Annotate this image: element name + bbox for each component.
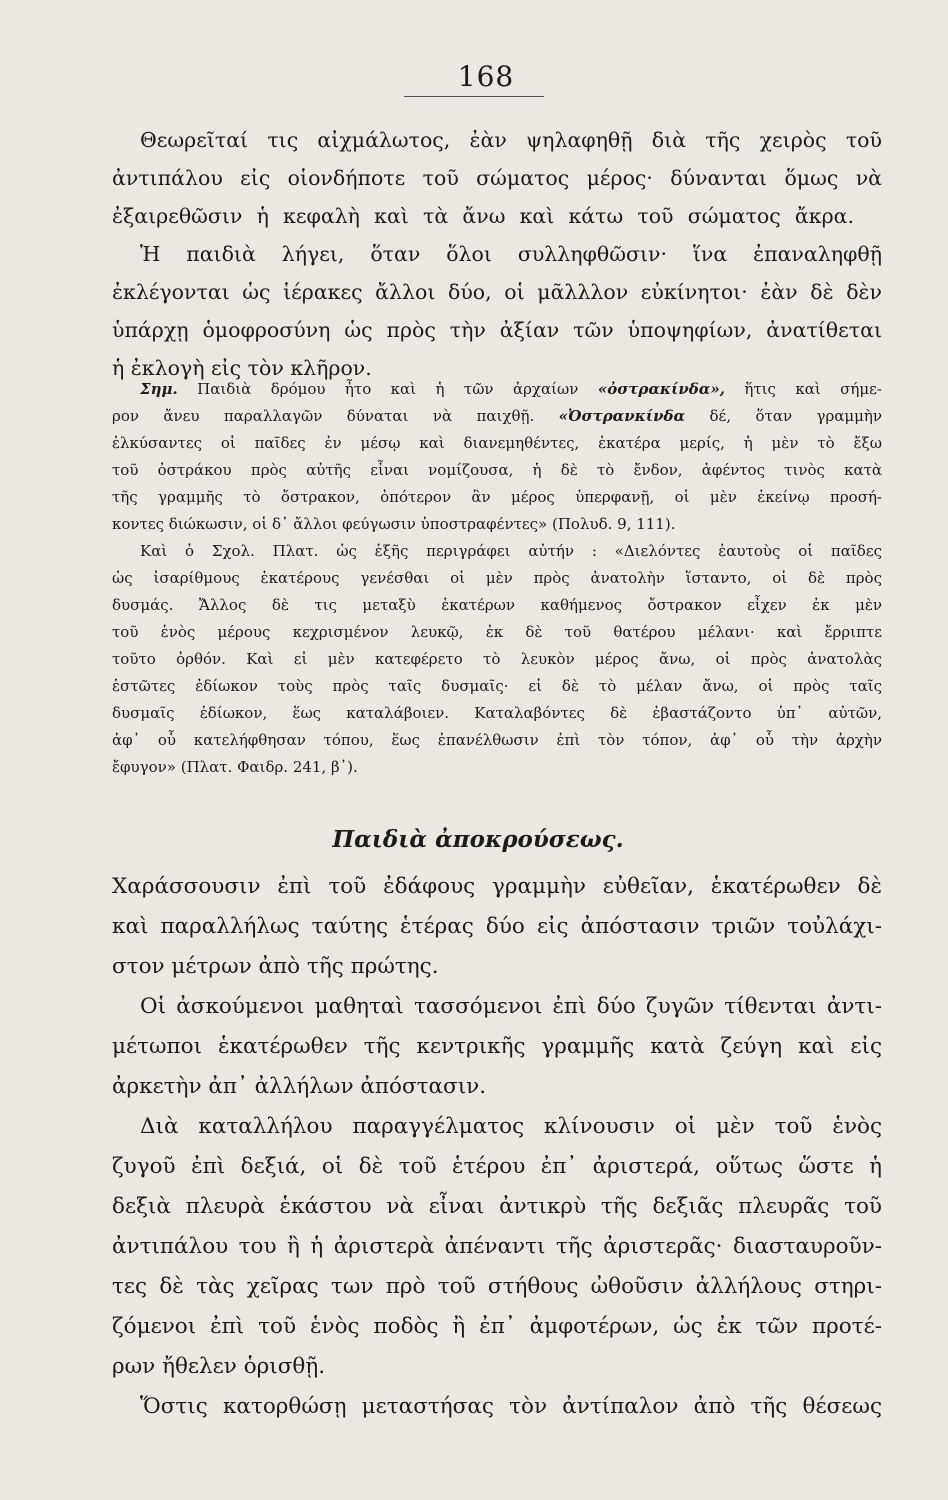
note-text: δέ, ὅταν γραμμὴν: [709, 407, 882, 425]
note-text: ἥτις καὶ σήμε-: [744, 380, 882, 398]
note-text: ρον ἄνευ παραλλαγῶν δύναται νὰ παιχθῇ.: [112, 407, 535, 425]
term-ostrakinda: «ὀστρακίνδα»,: [597, 380, 725, 398]
note-text: Παιδιὰ δρόμου ἦτο καὶ ἡ τῶν ἀρχαίων: [197, 380, 579, 398]
section-heading: Παιδιὰ ἀποκρούσεως.: [332, 826, 624, 853]
note-label: Σημ.: [140, 380, 178, 398]
term-ostrankinda: «Ὀστρανκίνδα: [558, 407, 686, 425]
page-number: 168: [457, 60, 515, 93]
page-number-rule: [404, 96, 544, 97]
book-page: 168 Θεωρεῖταί τις αἰχμάλωτος, ἐὰν ψηλαφηθῇ διὰ τῆς χειρὸς τοῦ ἀντιπάλου εἰς οἱονδήποτε τοῦ σώματος μέρος· δύνανται ὅμως νὰ ἐξαιρεθῶσιν ἡ κεφαλὴ καὶ τὰ ἄνω καὶ κάτω τοῦ σώματος ἄκρα. Ἡ παιδιὰ λήγει, ὅταν ὅλοι συλληφθῶσιν· ἵνα ἐπαναληφθῇ ἐκλέγονται ὡς ἱέρακες ἄλλοι δύο, οἱ μᾶλλλον εὐκίνητοι· ἐὰν δὲ δὲν ὑπάρχῃ ὁμοφροσύνη ὡς πρὸς τὴν ἀξίαν τῶν ὑποψηφίων, ἀνατίθεται ἡ ἐκλογὴ εἰς τὸν κλῆρον. Σημ. Παιδιὰ δρόμου ἦτο καὶ ἡ τῶν ἀρχαίων «ὀστρακίνδα», ἥτις καὶ σήμε- ρον ἄνευ παραλλαγῶν δύναται νὰ παιχθῇ. «Ὀστρανκίνδα δέ, ὅταν γραμμὴν ἑλκύσαντες οἱ παῖδες ἐν μέσῳ καὶ διανεμηθέντες, ἑκατέρα μερίς, ἡ μὲν τὸ ἔξω τοῦ ὀστράκου πρὸς αὐτῆς εἶναι νομίζουσα, ἡ δὲ τὸ ἔνδον, ἀφέντος τινὸς κατὰ τῆς γραμμῆς τὸ ὄστρακον, ὁπότερον ἂν μέρος ὑπερφανῇ, οἱ μὲν ἐκείνῳ προσή- κοντες διώκωσιν, οἱ δ᾽ ἄλλοι φεύγωσιν ὑποστραφέντες» (Πολυδ. 9, 111). Καὶ ὁ Σχολ. Πλατ. ὡς ἑξῆς περιγράφει αὐτήν : «Διελόντες ἑαυτοὺς οἱ παῖδες ὡς ἰσαρίθμους ἑκατέρους γενέσθαι οἱ μὲν πρὸς ἀνατολὴν ἵσταντο, οἱ δὲ πρὸς δυσμάς. Ἄλλος δὲ τις μεταξὺ ἑκατέρων καθήμενος ὄστρακον εἶχεν ἐκ μὲν τοῦ ἑνὸς μέρους κεχρισμένον λευκῷ, ἐκ δὲ τοῦ θατέρου μέλανι· καὶ ἔρριπτε τοῦτο ὀρθόν. Καὶ εἰ μὲν κατεφέρετο τὸ λευκὸν μέρος ἄνω, οἱ πρὸς ἀνατολὰς ἑστῶτες ἐδίωκον τοὺς πρὸς ταῖς δυσμαῖς· εἰ δὲ τὸ μέλαν ἄνω, οἱ πρὸς ταῖς δυσμαῖς ἐδίωκον, ἕως καταλάβοιεν. Καταλαβόντες δὲ ἐβαστάζοντο ὑπ᾽ αὐτῶν, ἀφ᾽ οὗ κατελήφθησαν τόπου, ἕως ἐπανέλθωσιν ἐπὶ τὸν τόπον, ἀφ᾽ οὗ τὴν ἀρχὴν ἔφυγον» (Πλατ. Φαιδρ. 241, β᾽). Παιδιὰ ἀποκρούσεως. Χαράσσουσιν ἐπὶ τοῦ ἐδάφους γραμμὴν εὐθεῖαν, ἑκατέρωθεν δὲ καὶ παραλλήλως ταύτης ἑτέρας δύο εἰς ἀπόστασιν τριῶν τοὐλάχι- στον μέτρων ἀπὸ τῆς πρώτης. Οἱ ἀσκούμενοι μαθηταὶ τασσόμενοι ἐπὶ δύο ζυγῶν τίθενται ἀντι- μέτωποι ἑκατέρωθεν τῆς κεντρικῆς γραμμῆς κατὰ ζεύγη καὶ εἰς ἀρκετὴν ἀπ᾽ ἀλλήλων ἀπόστασιν. Διὰ καταλλήλου παραγγέλματος κλίνουσιν οἱ μὲν τοῦ ἑνὸς ζυγοῦ ἐπὶ δεξιά, οἱ δὲ τοῦ ἑτέρου ἐπ᾽ ἀριστερά, οὕτως ὥστε ἡ δεξιὰ πλευρὰ ἑκάστου νὰ εἶναι ἀντικρὺ τῆς δεξιᾶς πλευρᾶς τοῦ ἀντιπάλου του ἢ ἡ ἀριστερὰ ἀπέναντι τῆς ἀριστερᾶς· διασταυροῦν- τες δὲ τὰς χεῖρας των πρὸ τοῦ στήθους ὠθοῦσιν ἀλλήλους στηρι- ζόμενοι ἐπὶ τοῦ ἑνὸς ποδὸς ἢ ἐπ᾽ ἀμφοτέρων, ὡς ἐκ τῶν προτέ- ρων ἤθελεν ὁρισθῇ. Ὅστις κατορθώσῃ μεταστήσας τὸν ἀντίπαλον ἀπὸ τῆς θέσεως: [112, 60, 882, 1419]
